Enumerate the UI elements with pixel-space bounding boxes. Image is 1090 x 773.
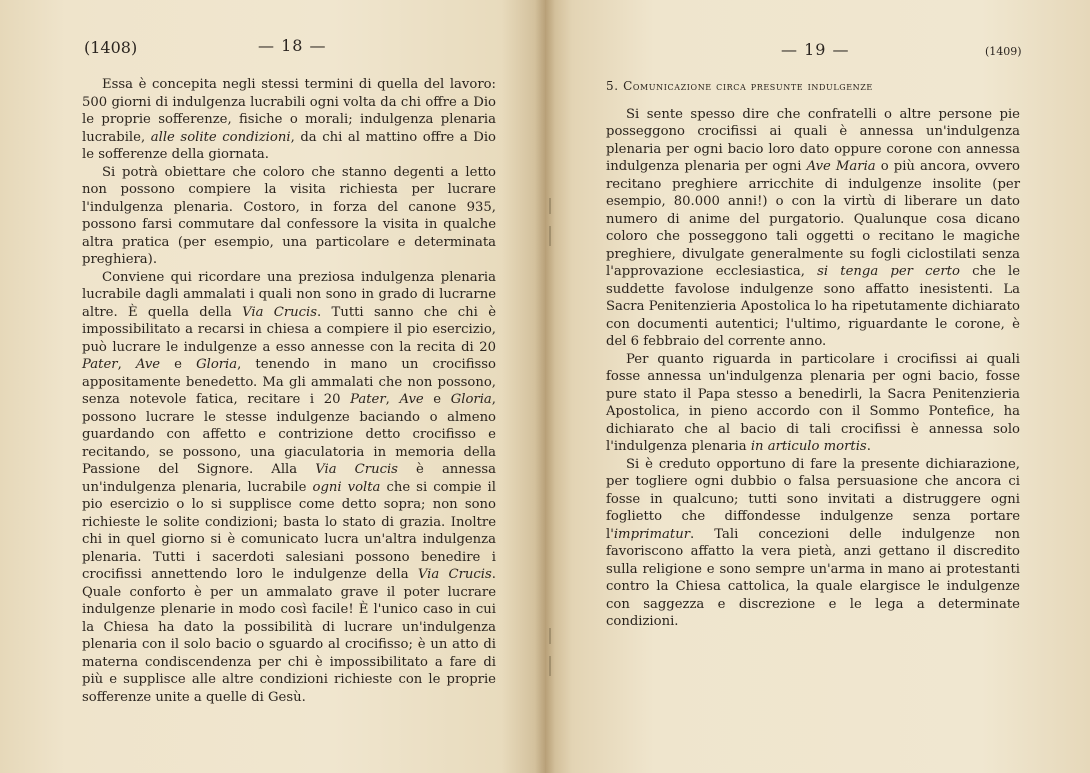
left-page-number: — 18 — bbox=[258, 36, 327, 55]
italic-text: alle solite condizioni bbox=[150, 129, 291, 145]
book-gutter bbox=[535, 0, 555, 773]
paragraph-text: che le suddette favolose indulgenze sono affatto inesistenti. La Sacra Penitenzieria Apostolica lo ha ripetutamente dichiarato con documenti autentici; l'ultimo, riguardante le corone, è del 6 febbraio del corrente anno. bbox=[606, 264, 1020, 349]
italic-text: ogni volta bbox=[312, 479, 381, 495]
italic-text: Pater bbox=[350, 392, 386, 407]
italic-text: Ave Maria bbox=[806, 159, 876, 174]
italic-text: Via Crucis bbox=[315, 462, 398, 477]
right-page-code: (1409) bbox=[985, 45, 1022, 58]
italic-text: Ave bbox=[399, 392, 424, 407]
paragraph-text: è annessa un'indulgenza plenaria, lucrabile bbox=[82, 462, 496, 495]
paragraph-text: Conviene qui ricordare una preziosa indulgenza plenaria lucrabile dagli ammalati i quali non sono in grado di lucrarne altre. È quella della bbox=[82, 269, 496, 320]
italic-text: Gloria bbox=[196, 357, 238, 372]
left-page-code: (1408) bbox=[84, 38, 138, 57]
binding-mark bbox=[549, 226, 551, 246]
section-number: 5. bbox=[606, 79, 619, 93]
paragraph-text: , da chi al mattino offre a Dio le sofferenze della giornata. bbox=[82, 129, 496, 162]
binding-mark bbox=[549, 198, 551, 214]
paragraph-text: Si è creduto opportuno di fare la presente dichiarazione, per togliere ogni dubbio o falsa persuasione che ancora ci fosse in qualcuno; tutti sono invitati a distruggere ogni foglietto che diffondesse indulgenze senza portare l' bbox=[606, 456, 1020, 542]
left-page-body bbox=[82, 76, 496, 706]
paragraph-text: . bbox=[866, 439, 871, 454]
italic-text: in articulo mortis bbox=[750, 439, 867, 454]
italic-text: imprimatur bbox=[613, 526, 690, 542]
paragraph-text: . Tali concezioni delle indulgenze non favoriscono affatto la vera pietà, anzi gettano il discredito sulla religione e sono sempre un'arma in mano ai protestanti contro la Chiesa cattolica, la quale elargisce le indulgenze con saggezza e discrezione e le lega a determinate condizioni. bbox=[606, 526, 1020, 629]
paragraph-text: Per quanto riguarda in particolare i crocifissi ai quali fosse annessa un'indulgenza plenaria per ogni bacio, fosse pure stato il Papa stesso a benedirli, la Sacra Penitenzieria Apostolica, in pieno accordo con il Sommo Pontefice, ha dichiarato che al bacio di tali crocifissi è annessa solo l'indulgenza plenaria bbox=[606, 351, 1020, 454]
right-page-number: — 19 — bbox=[781, 40, 850, 59]
section-heading bbox=[606, 78, 1020, 96]
paragraph-text: Essa è concepita negli stessi termini di quella del lavoro: 500 giorni di indulgenza lucrabili ogni volta da chi offre a Dio le proprie sofferenze, fisiche o morali; indulgenza plenaria lucrabile, bbox=[82, 77, 496, 145]
italic-text: Gloria bbox=[450, 392, 492, 407]
paragraph-text: che si compie il pio esercizio o lo si supplisce come detto sopra; non sono richieste le solite condizioni; basta lo stato di grazia. Inoltre chi in quel giorno si è comunicato lucra un'altra indulgenza plenaria. Tutti i sacerdoti salesiani possono benedire i crocifissi annettendo loro le indulgenze della bbox=[82, 479, 496, 582]
paragraph bbox=[606, 351, 1020, 456]
right-page bbox=[545, 0, 1090, 773]
section-title: Comunicazione circa presunte indulgenze bbox=[623, 79, 873, 93]
paragraph-text: e bbox=[423, 392, 451, 407]
paragraph-text: , bbox=[385, 392, 400, 407]
right-page-paragraphs bbox=[606, 106, 1020, 631]
paragraph-text: Si potrà obiettare che coloro che stanno degenti a letto non possono compiere la visita richiesta per lucrare l'indulgenza plenaria. Costoro, in forza del canone 935, possono farsi commutare dal confessore la visita in qualche altra pratica (per esempio, una particolare e determinata preghiera). bbox=[82, 164, 496, 267]
binding-mark bbox=[549, 628, 551, 644]
italic-text: Via Crucis bbox=[417, 567, 492, 582]
right-page-body bbox=[606, 78, 1020, 631]
paragraph-text: e bbox=[160, 357, 197, 372]
paragraph bbox=[606, 456, 1020, 631]
italic-text: si tenga per certo bbox=[817, 264, 960, 279]
paragraph-text: o più ancora, ovvero recitano preghiere arricchite di indulgenze insolite (per esempio, 80.000 anni!) o con la virtù di liberare un dato numero di anime del purgatorio. Qualunque cosa dicano coloro che posseggono tali oggetti o recitano le magiche preghiere, divulgate generalmente su fogli ciclostilati senza l'approvazione ecclesiastica, bbox=[606, 159, 1020, 279]
paragraph bbox=[606, 106, 1020, 351]
italic-text: Pater bbox=[82, 357, 118, 372]
paragraph bbox=[82, 164, 496, 269]
paragraph-text: , bbox=[117, 357, 136, 372]
paragraph bbox=[82, 76, 496, 164]
paragraph-text: Si sente spesso dire che confratelli o altre persone pie posseggono crocifissi ai quali è annessa un'indulgenza plenaria per ogni bacio loro dato oppure corone con annessa indulgenza plenaria per ogni bbox=[606, 106, 1020, 174]
paragraph-text: , possono lucrare le stesse indulgenze baciando o almeno guardando con affetto e contrizione detto crocifisso e recitando, se possono, una giaculatoria in memoria della Passione del Signore. Alla bbox=[82, 392, 496, 477]
binding-mark bbox=[549, 656, 551, 676]
italic-text: Ave bbox=[135, 357, 161, 372]
paragraph bbox=[82, 269, 496, 707]
paragraph-text: , tenendo in mano un crocifisso appositamente benedetto. Ma gli ammalati che non possono, senza notevole fatica, recitare i 20 bbox=[82, 357, 496, 407]
paragraph-text: . Tutti sanno che chi è impossibilitato a recarsi in chiesa a compiere il pio esercizio, può lucrare le indulgenze a esso annesse con la recita di 20 bbox=[82, 304, 496, 355]
paragraph-text: . Quale conforto è per un ammalato grave il poter lucrare indulgenze plenarie in modo così facile! È l'unico caso in cui la Chiesa ha dato la possibilità di lucrare un'indulgenza plenaria con il solo bacio o sguardo al crocifisso; è un atto di materna condiscendenza per chi è impossibilitato a fare di più e supplisce alle altre condizioni richieste con le proprie sofferenze unite a quelle di Gesù. bbox=[82, 567, 496, 705]
italic-text: Via Crucis bbox=[242, 304, 318, 320]
